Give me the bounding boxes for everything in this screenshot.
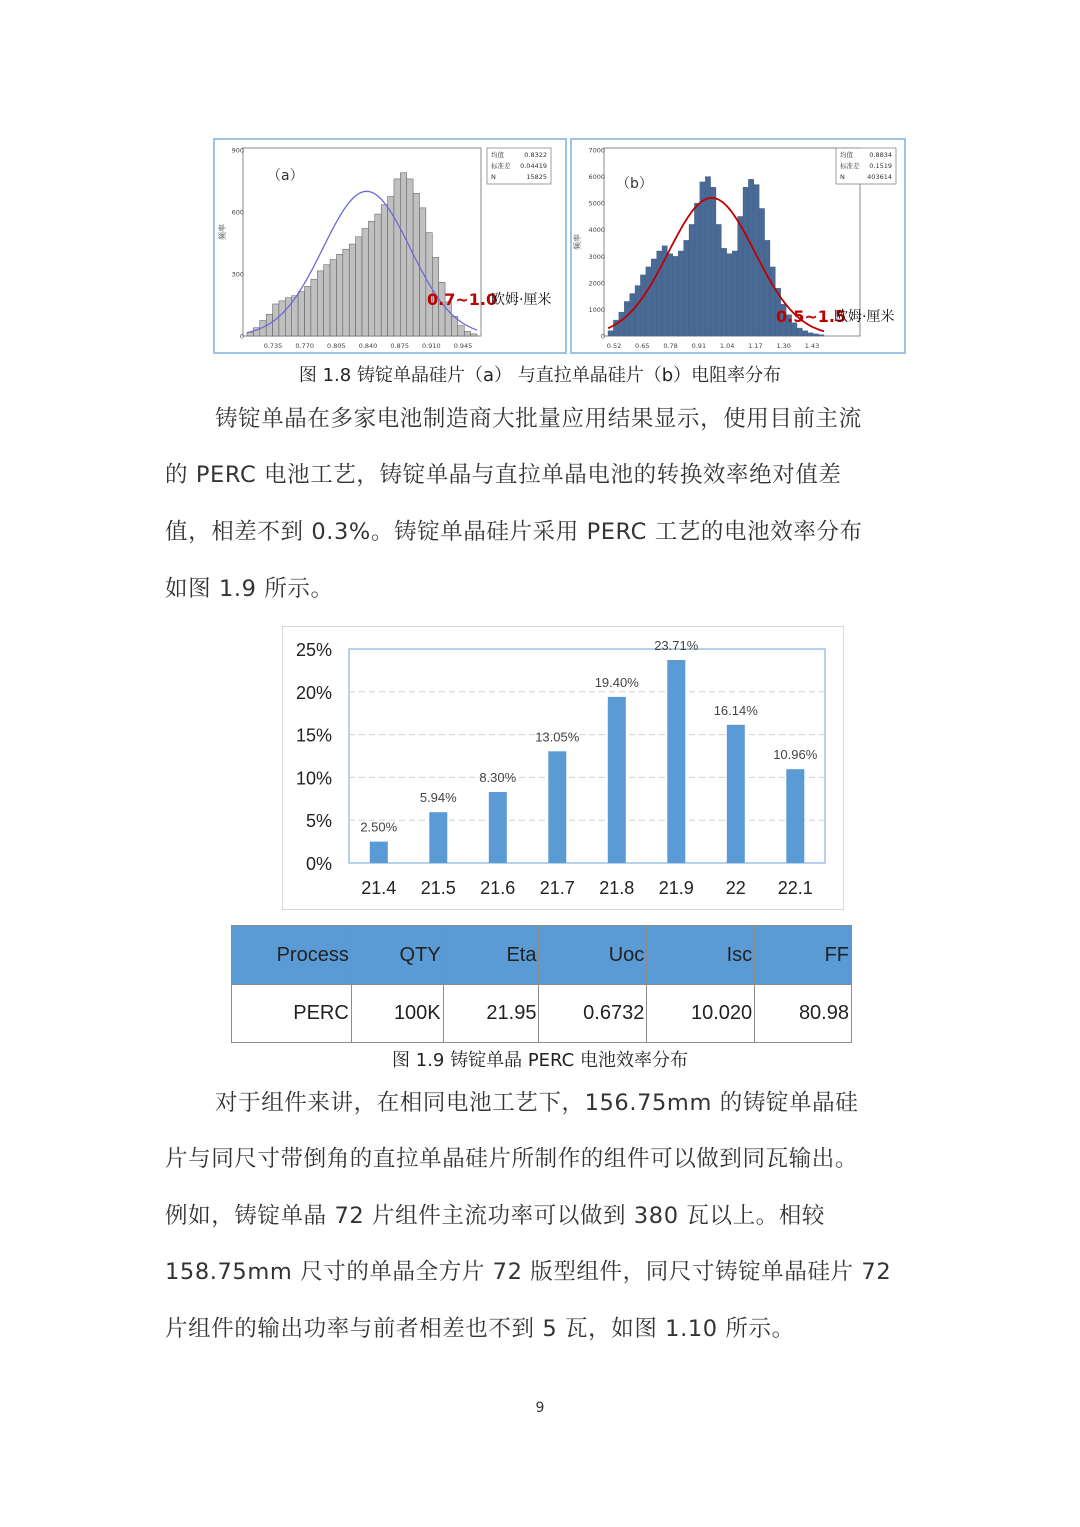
x-ticks-a xyxy=(264,342,473,350)
chart-data-label: 16.14% xyxy=(713,702,758,718)
efficiency-chart-svg xyxy=(283,627,843,909)
chart-bar xyxy=(429,812,447,863)
x-tick-label: 0.735 xyxy=(263,342,283,350)
histogram-bar xyxy=(743,187,748,336)
stat-label-a-1: 标准差 xyxy=(491,162,511,170)
x-ticks-b xyxy=(607,342,819,350)
paragraph-1-line-1: 铸锭单晶在多家电池制造商大批量应用结果显示，使用目前主流 xyxy=(215,406,862,432)
histogram-bar xyxy=(797,328,802,336)
y-tick-label: 7000 xyxy=(588,146,605,155)
histogram-bar xyxy=(381,205,387,336)
histogram-bar xyxy=(343,249,349,336)
histogram-bar xyxy=(619,312,624,336)
page-number: 9 xyxy=(535,1400,545,1416)
histogram-bar xyxy=(317,271,323,336)
chart-plot-frame xyxy=(349,649,825,863)
table-cell: 21.95 xyxy=(443,985,539,1043)
x-tick-label: 0.91 xyxy=(691,342,707,350)
y-axis-label-a: 频率 xyxy=(218,224,227,240)
x-tick-label: 0.840 xyxy=(358,342,378,350)
paragraph-2-line-5: 片组件的输出功率与前者相差也不到 5 瓦，如图 1.10 所示。 xyxy=(165,1316,795,1342)
paragraph-2-line-1: 对于组件来讲，在相同电池工艺下，156.75mm 的铸锭单晶硅 xyxy=(215,1090,859,1116)
perc-performance-table xyxy=(231,925,852,1043)
y-ticks-a xyxy=(232,147,244,341)
range-annotation-b: 0.5~1.5 xyxy=(776,307,847,326)
panel-label-b: （b） xyxy=(616,176,653,192)
histogram-bar xyxy=(407,179,413,336)
histogram-bar xyxy=(716,224,721,336)
histogram-bar xyxy=(727,254,732,336)
histogram-bar xyxy=(765,240,770,336)
y-tick-label: 4000 xyxy=(588,226,605,235)
histogram-bar xyxy=(330,260,336,336)
histogram-bar xyxy=(694,203,699,336)
histogram-bar xyxy=(608,331,613,336)
stat-label-b-1: 标准差 xyxy=(840,162,860,170)
histogram-bar xyxy=(705,177,710,336)
chart-y-tick-label: 5% xyxy=(305,811,332,832)
x-tick-label: 0.78 xyxy=(663,342,678,350)
y-tick-label: 0 xyxy=(239,332,244,341)
x-tick-label: 0.770 xyxy=(295,342,314,350)
unit-annotation-a: 欧姆·厘米 xyxy=(491,292,552,308)
histogram-panel-b xyxy=(570,138,906,354)
histogram-bar xyxy=(667,254,672,336)
histogram-bar xyxy=(349,244,355,336)
chart-data-label: 10.96% xyxy=(773,747,818,763)
chart-data-label: 23.71% xyxy=(654,638,699,653)
stat-label-b-0: 均值 xyxy=(840,151,853,159)
chart-x-tick-label: 21.5 xyxy=(420,878,456,898)
stat-label-b-2: N xyxy=(840,173,845,181)
figure-1-9-caption: 图 1.9 铸锭单晶 PERC 电池效率分布 xyxy=(392,1050,688,1071)
chart-bar xyxy=(548,751,566,863)
y-tick-label: 0 xyxy=(600,332,605,341)
stat-label-a-0: 均值 xyxy=(491,151,504,159)
histogram-bar xyxy=(635,286,640,336)
stat-value-a-1: 0.04419 xyxy=(520,162,547,170)
y-tick-label: 5000 xyxy=(588,199,605,208)
histogram-bar xyxy=(808,333,813,336)
chart-data-label: 8.30% xyxy=(479,770,517,785)
chart-bar xyxy=(370,842,388,863)
histogram-bar xyxy=(324,265,330,336)
paragraph-1-line-2: 的 PERC 电池工艺，铸锭单晶与直拉单晶电池的转换效率绝对值差 xyxy=(165,462,842,488)
chart-x-tick-label: 21.9 xyxy=(658,878,694,898)
table-header-cell: Uoc xyxy=(539,926,647,985)
histogram-bar xyxy=(458,326,464,336)
chart-bar xyxy=(727,725,745,863)
paragraph-1-line-4: 如图 1.9 所示。 xyxy=(165,576,334,602)
table-cell: 0.6732 xyxy=(539,985,647,1043)
histogram-bar xyxy=(721,248,726,336)
histogram-bar xyxy=(759,208,764,336)
histogram-bar xyxy=(400,173,406,336)
chart-bars xyxy=(370,660,805,863)
x-tick-label: 0.910 xyxy=(422,342,441,350)
chart-x-tick-label: 21.8 xyxy=(599,878,635,898)
chart-y-ticks xyxy=(296,640,332,874)
x-tick-label: 0.65 xyxy=(635,342,650,350)
y-tick-label: 600 xyxy=(231,208,244,217)
histogram-bar xyxy=(356,237,362,336)
histogram-bar xyxy=(624,301,629,336)
figure-1-8-caption: 图 1.8 铸锭单晶硅片（a） 与直拉单晶硅片（b）电阻率分布 xyxy=(298,365,782,386)
panel-label-a: （a） xyxy=(267,168,304,184)
histogram-bar xyxy=(279,301,285,336)
table-header-cell: FF xyxy=(755,926,852,985)
y-ticks-b xyxy=(588,147,605,341)
paragraph-1-line-3: 值，相差不到 0.3%。铸锭单晶硅片采用 PERC 工艺的电池效率分布 xyxy=(165,519,863,545)
table-cell: PERC xyxy=(232,985,352,1043)
histogram-bar xyxy=(700,182,705,336)
histogram-bar xyxy=(748,179,753,336)
chart-y-tick-label: 20% xyxy=(295,682,332,703)
histogram-b-svg xyxy=(572,140,904,352)
histogram-bar xyxy=(678,251,683,336)
histogram-bar xyxy=(646,267,651,336)
y-tick-label: 1000 xyxy=(588,305,605,314)
paragraph-2-line-4: 158.75mm 尺寸的单晶全方片 72 版型组件，同尺寸铸锭单晶硅片 72 xyxy=(165,1259,892,1285)
histogram-panel-a xyxy=(213,138,567,354)
stat-value-b-1: 0.1519 xyxy=(869,162,892,170)
histogram-bar xyxy=(630,293,635,336)
table-cell: 10.020 xyxy=(647,985,755,1043)
chart-x-tick-label: 21.4 xyxy=(361,878,397,898)
chart-y-tick-label: 0% xyxy=(305,854,332,874)
x-tick-label: 1.43 xyxy=(804,342,820,350)
y-tick-label: 2000 xyxy=(588,279,605,288)
histogram-bar xyxy=(388,197,394,337)
y-tick-label: 3000 xyxy=(588,252,605,261)
chart-y-tick-label: 10% xyxy=(295,768,332,789)
histogram-bar xyxy=(640,275,645,336)
y-tick-label: 300 xyxy=(231,270,244,279)
x-tick-label: 1.30 xyxy=(776,342,791,350)
table-header-cell: Eta xyxy=(443,926,539,985)
table-header-cell: Isc xyxy=(647,926,755,985)
histogram-bar xyxy=(464,331,470,336)
chart-data-label: 13.05% xyxy=(535,729,580,745)
histogram-bar xyxy=(471,334,477,336)
unit-annotation-b: 欧姆·厘米 xyxy=(834,309,895,325)
stat-value-b-2: 403614 xyxy=(867,173,892,181)
chart-x-tick-label: 22 xyxy=(725,878,746,898)
chart-bar xyxy=(608,697,626,863)
table-cell: 80.98 xyxy=(755,985,852,1043)
chart-bar xyxy=(667,660,685,863)
histogram-bar xyxy=(311,279,317,336)
histogram-bar xyxy=(770,267,775,336)
histogram-a-svg xyxy=(215,140,565,352)
x-tick-label: 0.52 xyxy=(606,342,622,350)
stat-value-a-2: 15825 xyxy=(526,173,547,181)
histogram-bar xyxy=(298,292,304,336)
chart-data-label: 2.50% xyxy=(360,819,398,835)
histogram-bar xyxy=(394,179,400,336)
histogram-bar xyxy=(657,251,662,336)
paragraph-2-line-3: 例如，铸锭单晶 72 片组件主流功率可以做到 380 瓦以上。相较 xyxy=(165,1203,825,1229)
x-tick-label: 0.875 xyxy=(390,342,409,350)
chart-data-label: 5.94% xyxy=(419,790,457,806)
chart-y-tick-label: 15% xyxy=(295,725,332,746)
histogram-bar xyxy=(336,254,342,336)
table-header-cell: Process xyxy=(232,926,352,985)
histogram-bar xyxy=(802,331,807,336)
chart-x-ticks xyxy=(361,878,813,898)
table-header-cell: QTY xyxy=(351,926,443,985)
histogram-bar xyxy=(651,259,656,336)
y-axis-label-b: 频率 xyxy=(573,234,582,250)
table-header-row xyxy=(232,926,852,985)
chart-x-tick-label: 21.7 xyxy=(539,878,575,898)
histogram-bar xyxy=(689,224,694,336)
histogram-bar xyxy=(375,214,381,336)
histogram-bar xyxy=(362,229,368,336)
range-annotation-a: 0.7~1.0 xyxy=(427,290,498,309)
histogram-bar xyxy=(813,334,818,336)
table-cell: 100K xyxy=(351,985,443,1043)
chart-data-labels xyxy=(360,638,817,835)
paragraph-2-line-2: 片与同尺寸带倒角的直拉单晶硅片所制作的组件可以做到同瓦输出。 xyxy=(165,1146,859,1172)
histogram-bar xyxy=(684,240,689,336)
chart-x-tick-label: 21.6 xyxy=(480,878,516,898)
y-tick-label: 6000 xyxy=(588,173,605,182)
stat-value-a-0: 0.8322 xyxy=(524,151,547,159)
stat-value-b-0: 0.8834 xyxy=(869,151,892,159)
stats-box-b xyxy=(836,148,896,184)
chart-bar xyxy=(489,792,507,863)
stat-label-a-2: N xyxy=(491,173,496,181)
chart-y-tick-label: 25% xyxy=(295,640,332,660)
histogram-bar xyxy=(738,216,743,336)
histogram-bar xyxy=(819,335,824,336)
stats-box-a xyxy=(487,148,551,184)
chart-data-label: 19.40% xyxy=(594,674,639,690)
histogram-bar xyxy=(732,251,737,336)
histogram-bar xyxy=(368,221,374,336)
y-tick-label: 900 xyxy=(231,146,244,155)
x-tick-label: 1.04 xyxy=(719,342,735,350)
table-row xyxy=(232,985,852,1043)
chart-x-tick-label: 22.1 xyxy=(777,878,813,898)
efficiency-bar-chart xyxy=(282,626,844,910)
x-tick-label: 0.805 xyxy=(327,342,346,350)
chart-bar xyxy=(786,769,804,863)
x-tick-label: 1.17 xyxy=(748,342,763,350)
histogram-bar xyxy=(711,187,716,336)
histogram-bar xyxy=(305,286,311,336)
x-tick-label: 0.945 xyxy=(453,342,473,350)
histogram-bar xyxy=(673,256,678,336)
